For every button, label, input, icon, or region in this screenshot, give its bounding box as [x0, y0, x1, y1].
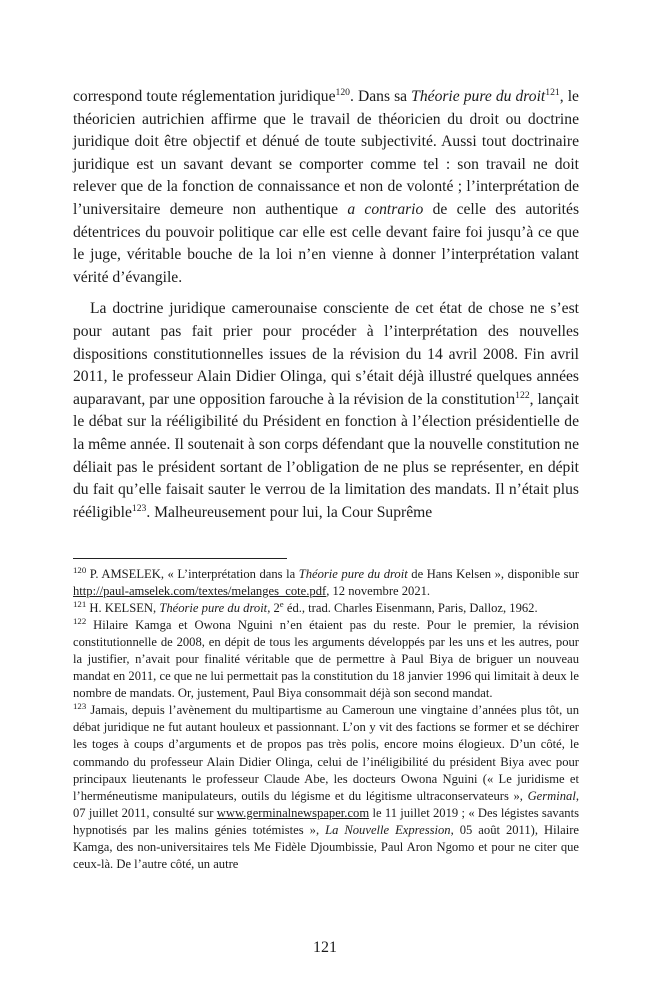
footnote-ref-122[interactable]: 122: [515, 389, 530, 401]
text-run: de Hans Kelsen », disponible sur: [407, 567, 580, 581]
text-run: Jamais, depuis l’avènement du multipartisme au Cameroun une vingtaine d’années plus tôt, un débat juridique ne fut autant houleux et passionnant. L’on y vit des factions se former et se déchirer les toges à coups d’arguments et de propos pas très polis, encore moins élogieux. D’un côté, le commando du professeur Alain Didier Olinga, celui de l’inéligibilité du président Biya avec pour principaux lieutenants le professeur Claude Abe, les docteurs Owona Nguini (« Le juridisme et l’herméneutisme manipulateurs, outils du légisme et du légitisme ultraconservateurs »,: [73, 703, 579, 803]
footnotes: [73, 566, 579, 873]
text-run: éd., trad. Charles Eisenmann, Paris, Dalloz, 1962.: [283, 601, 538, 616]
text-run: , 2: [267, 601, 280, 616]
footnote-number: 120: [73, 564, 87, 575]
italic-title: Théorie pure du droit: [298, 567, 408, 581]
text-run: de celle des autorités détentrices du pouvoir politique car elle est celle devant faire foi jusqu’à ce que le juge, véritable bouche de la loi n’en vienne à donner l’interprétation valant vérité d’évangile.: [73, 200, 580, 286]
footnote-number: 123: [73, 701, 87, 712]
text-run: , 12 novembre 2021.: [326, 584, 431, 599]
text-run: . Malheureusement pour lui, la Cour Suprême: [146, 503, 433, 521]
text-run: P. AMSELEK, « L’interprétation dans la: [86, 567, 299, 581]
footnote-122: [73, 617, 579, 702]
hyperlink[interactable]: http://paul-amselek.com/textes/melanges_cote.pdf: [73, 584, 327, 599]
text-run: La doctrine juridique camerounaise consciente de cet état de chose ne s’est pour autant pas fait prier pour procéder à l’interprétation des nouvelles dispositions constitutionnelles issues de la révision du 14 avril 2008. Fin avril 2011, le professeur Alain Didier Olinga, qui s’était déjà illustré quelques années auparavant, par une opposition farouche à la révision de la constitution: [73, 300, 579, 408]
italic-title: Théorie pure du droit: [411, 88, 546, 105]
page-number: 121: [313, 939, 337, 956]
italic-title: Théorie pure du droit: [159, 601, 268, 616]
italic-title: La Nouvelle Expression,: [325, 822, 454, 837]
footnote-number: 122: [73, 615, 87, 626]
text-run: Hilaire Kamga et Owona Nguini n’en étaient pas du reste. Pour le premier, la révision constitutionnelle de 2008, en dépit de tous les arguments développés par les uns et les autres, pour la justifier, n’avait pour finalité véritable que de permettre à Paul Biya de briguer un nouveau mandat en 2011, ce que ne lui permettait pas la constitution du 18 janvier 1996 qui limitait à deux le nombre de mandats. Or, justement, Paul Biya consommait déjà son second mandat.: [73, 618, 579, 701]
text-run: le 11 juillet 2019 ; « Des légistes savants hypnotisés par les malins génies totémistes »,: [73, 805, 579, 837]
text-run: 05 août 2011), Hilaire Kamga, des non-universitaires tels Me Fidèle Djoumbissie, Paul Aron Ngomo et pour ne citer que ceux-là. De l’autre côté, un autre: [73, 822, 579, 871]
text-run: . Dans sa: [350, 88, 412, 105]
footnote-ref-121[interactable]: 121: [545, 86, 560, 98]
paragraph-2: [73, 298, 579, 524]
footnote-121: [73, 600, 579, 617]
edition-superscript: e: [279, 598, 284, 609]
footnote-123: [73, 702, 579, 872]
text-run: , lançait le débat sur la rééligibilité du Président en fonction à l’élection présidentielle de la même année. Il soutenait à son corps défendant que la nouvelle constitution ne déliait pas le président sortant de l’obligation de ne plus se représenter, en dépit du fait qu’elle faisait sauter le verrou de la limitation des mandats. Il n’était plus rééligible: [73, 390, 579, 521]
italic-title: Germinal: [527, 788, 576, 803]
text-run: correspond toute réglementation juridique: [73, 88, 336, 105]
footnote-number: 121: [73, 598, 87, 609]
footnote-120: [73, 566, 579, 600]
hyperlink[interactable]: www.germinalnewspaper.com: [216, 805, 370, 820]
paragraph-1: [73, 86, 579, 289]
text-run: , 07 juillet 2011, consulté sur: [73, 788, 579, 820]
footnote-separator: [73, 558, 287, 559]
main-text: [73, 86, 579, 524]
footnote-ref-120[interactable]: 120: [335, 86, 350, 98]
text-run: , le théoricien autrichien affirme que le travail de théoricien du droit ou doctrine juridique doit être objectif et dénué de toute subjectivité. Aussi tout doctrinaire juridique est un savant devant se comporter comme tel : son travail ne doit relever que de la fonction de connaissance et non de volonté ; l’interprétation de l’universitaire demeure non authentique: [73, 88, 579, 218]
text-run: H. KELSEN,: [86, 601, 160, 616]
footnote-ref-123[interactable]: 123: [131, 502, 147, 514]
italic-phrase: a contrario: [347, 200, 424, 218]
